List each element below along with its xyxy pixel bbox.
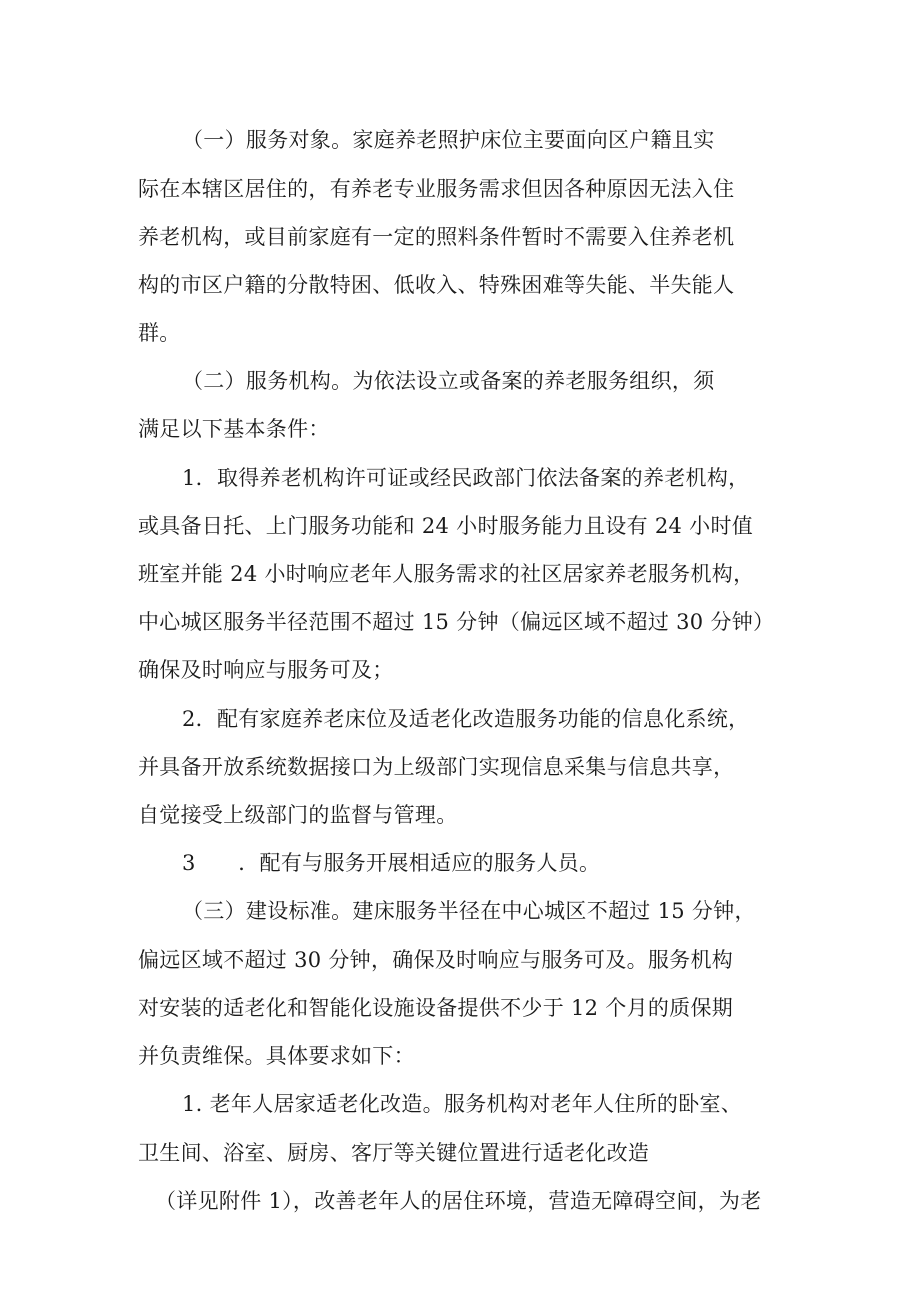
item-2-line-3: 自觉接受上级部门的监督与管理。 (138, 803, 458, 827)
item-1-line-2: 或具备日托、上门服务功能和 24 小时服务能力且设有 24 小时值 (138, 514, 754, 538)
item-1-line-3: 班室并能 24 小时响应老年人服务需求的社区居家养老服务机构， (138, 562, 755, 586)
item-2-line-1: 2．配有家庭养老床位及适老化改造服务功能的信息化系统， (182, 707, 750, 731)
item-4-line-2: 卫生间、浴室、厨房、客厅等关键位置进行适老化改造 (138, 1141, 650, 1165)
paragraph-3-line-3: 对安装的适老化和智能化设施设备提供不少于 12 个月的质保期 (138, 996, 734, 1020)
paragraph-2-line-2: 满足以下基本条件： (138, 417, 330, 441)
item-1-line-4: 中心城区服务半径范围不超过 15 分钟（偏远区域不超过 30 分钟） (138, 610, 775, 634)
paragraph-3-line-2: 偏远区域不超过 30 分钟，确保及时响应与服务可及。服务机构 (138, 948, 734, 972)
paragraph-3-line-1: （三）建设标准。建床服务半径在中心城区不超过 15 分钟， (182, 899, 756, 923)
item-3-line-1: 3 ．配有与服务开展相适应的服务人员。 (182, 851, 601, 875)
item-4-line-1: 1. 老年人居家适老化改造。服务机构对老年人住所的卧室、 (182, 1092, 743, 1116)
paragraph-1-line-2: 际在本辖区居住的，有养老专业服务需求但因各种原因无法入住 (138, 177, 735, 201)
paragraph-1-line-1: （一）服务对象。家庭养老照护床位主要面向区户籍且实 (182, 128, 715, 152)
item-1-line-1: 1．取得养老机构许可证或经民政部门依法备案的养老机构， (182, 466, 750, 490)
paragraph-1-line-5: 群。 (138, 321, 181, 345)
paragraph-3-line-4: 并负责维保。具体要求如下： (138, 1044, 415, 1068)
item-2-line-2: 并具备开放系统数据接口为上级部门实现信息采集与信息共享， (138, 755, 735, 779)
paragraph-1-line-4: 构的市区户籍的分散特困、低收入、特殊困难等失能、半失能人 (138, 273, 735, 297)
item-1-line-5: 确保及时响应与服务可及； (138, 658, 394, 682)
paragraph-1-line-3: 养老机构，或目前家庭有一定的照料条件暂时不需要入住养老机 (138, 225, 735, 249)
item-4-line-3: （详见附件 1），改善老年人的居住环境，营造无障碍空间，为老 (155, 1189, 762, 1213)
paragraph-2-line-1: （二）服务机构。为依法设立或备案的养老服务组织，须 (182, 369, 715, 393)
